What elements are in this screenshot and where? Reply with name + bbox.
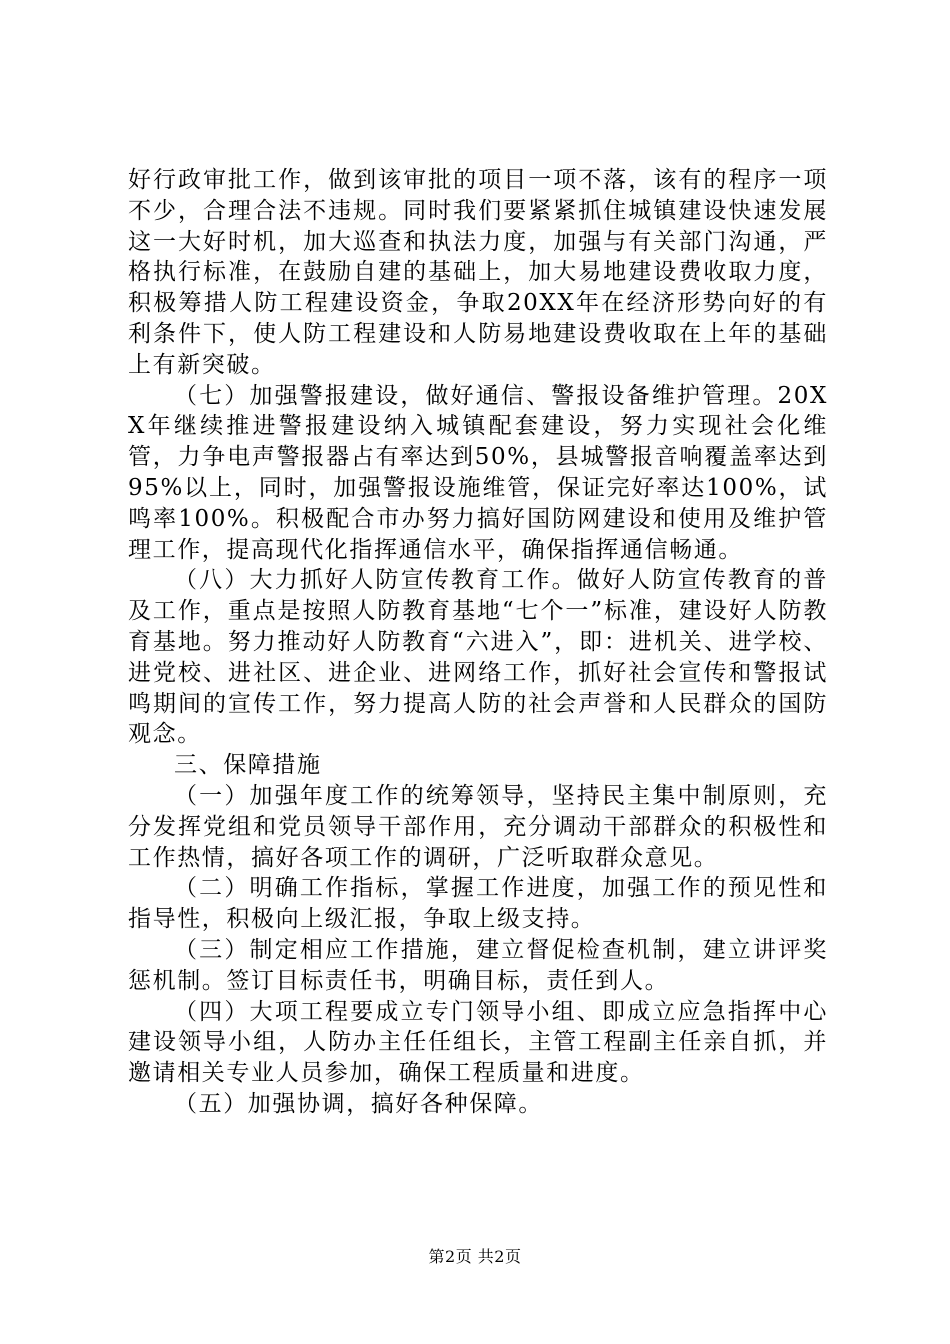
document-body <box>128 165 828 1120</box>
paragraph-continuation: 好行政审批工作，做到该审批的项目一项不落，该有的程序一项不少，合理合法不违规。同时我们要紧紧抓住城镇建设快速发展这一大好时机，加大巡查和执法力度，加强与有关部门沟通，严格执行标准，在鼓励自建的基础上，加大易地建设费收取力度，积极筹措人防工程建设资金，争取20XX年在经济形势向好的有利条件下，使人防工程建设和人防易地建设费收取在上年的基础上有新突破。 <box>128 167 828 378</box>
paragraph-measure-1: （一）加强年度工作的统筹领导，坚持民主集中制原则，充分发挥党组和党员领导干部作用，充分调动干部群众的积极性和工作热情，搞好各项工作的调研，广泛听取群众意见。 <box>128 782 828 871</box>
paragraph-measure-4: （四）大项工程要成立专门领导小组、即成立应急指挥中心建设领导小组，人防办主任任组长，主管工程副主任亲自抓，并邀请相关专业人员参加，确保工程质量和进度。 <box>128 998 828 1087</box>
paragraph-section-8: （八）大力抓好人防宣传教育工作。做好人防宣传教育的普及工作，重点是按照人防教育基地“七个一”标准，建设好人防教育基地。努力推动好人防教育“六进入”，即：进机关、进学校、进党校、进社区、进企业、进网络工作，抓好社会宣传和警报试鸣期间的宣传工作，努力提高人防的社会声誉和人民群众的国防观念。 <box>128 567 828 748</box>
paragraph-measure-3: （三）制定相应工作措施，建立督促检查机制，建立讲评奖惩机制。签订目标责任书，明确目标，责任到人。 <box>128 936 828 994</box>
heading-safeguard-measures: 三、保障措施 <box>174 752 322 779</box>
paragraph-section-7: （七）加强警报建设，做好通信、警报设备维护管理。20XX年继续推进警报建设纳入城镇配套建设，努力实现社会化维管，力争电声警报器占有率达到50%，县城警报音响覆盖率达到95%以上，同时，加强警报设施维管，保证完好率达100%，试鸣率100%。积极配合市办努力搞好国防网建设和使用及维护管理工作，提高现代化指挥通信水平，确保指挥通信畅通。 <box>128 382 828 563</box>
page-number-footer: 第2页 共2页 <box>428 1247 522 1266</box>
paragraph-measure-5: （五）加强协调，搞好各种保障。 <box>174 1090 543 1117</box>
paragraph-measure-2: （二）明确工作指标，掌握工作进度，加强工作的预见性和指导性，积极向上级汇报，争取上级支持。 <box>128 875 828 933</box>
